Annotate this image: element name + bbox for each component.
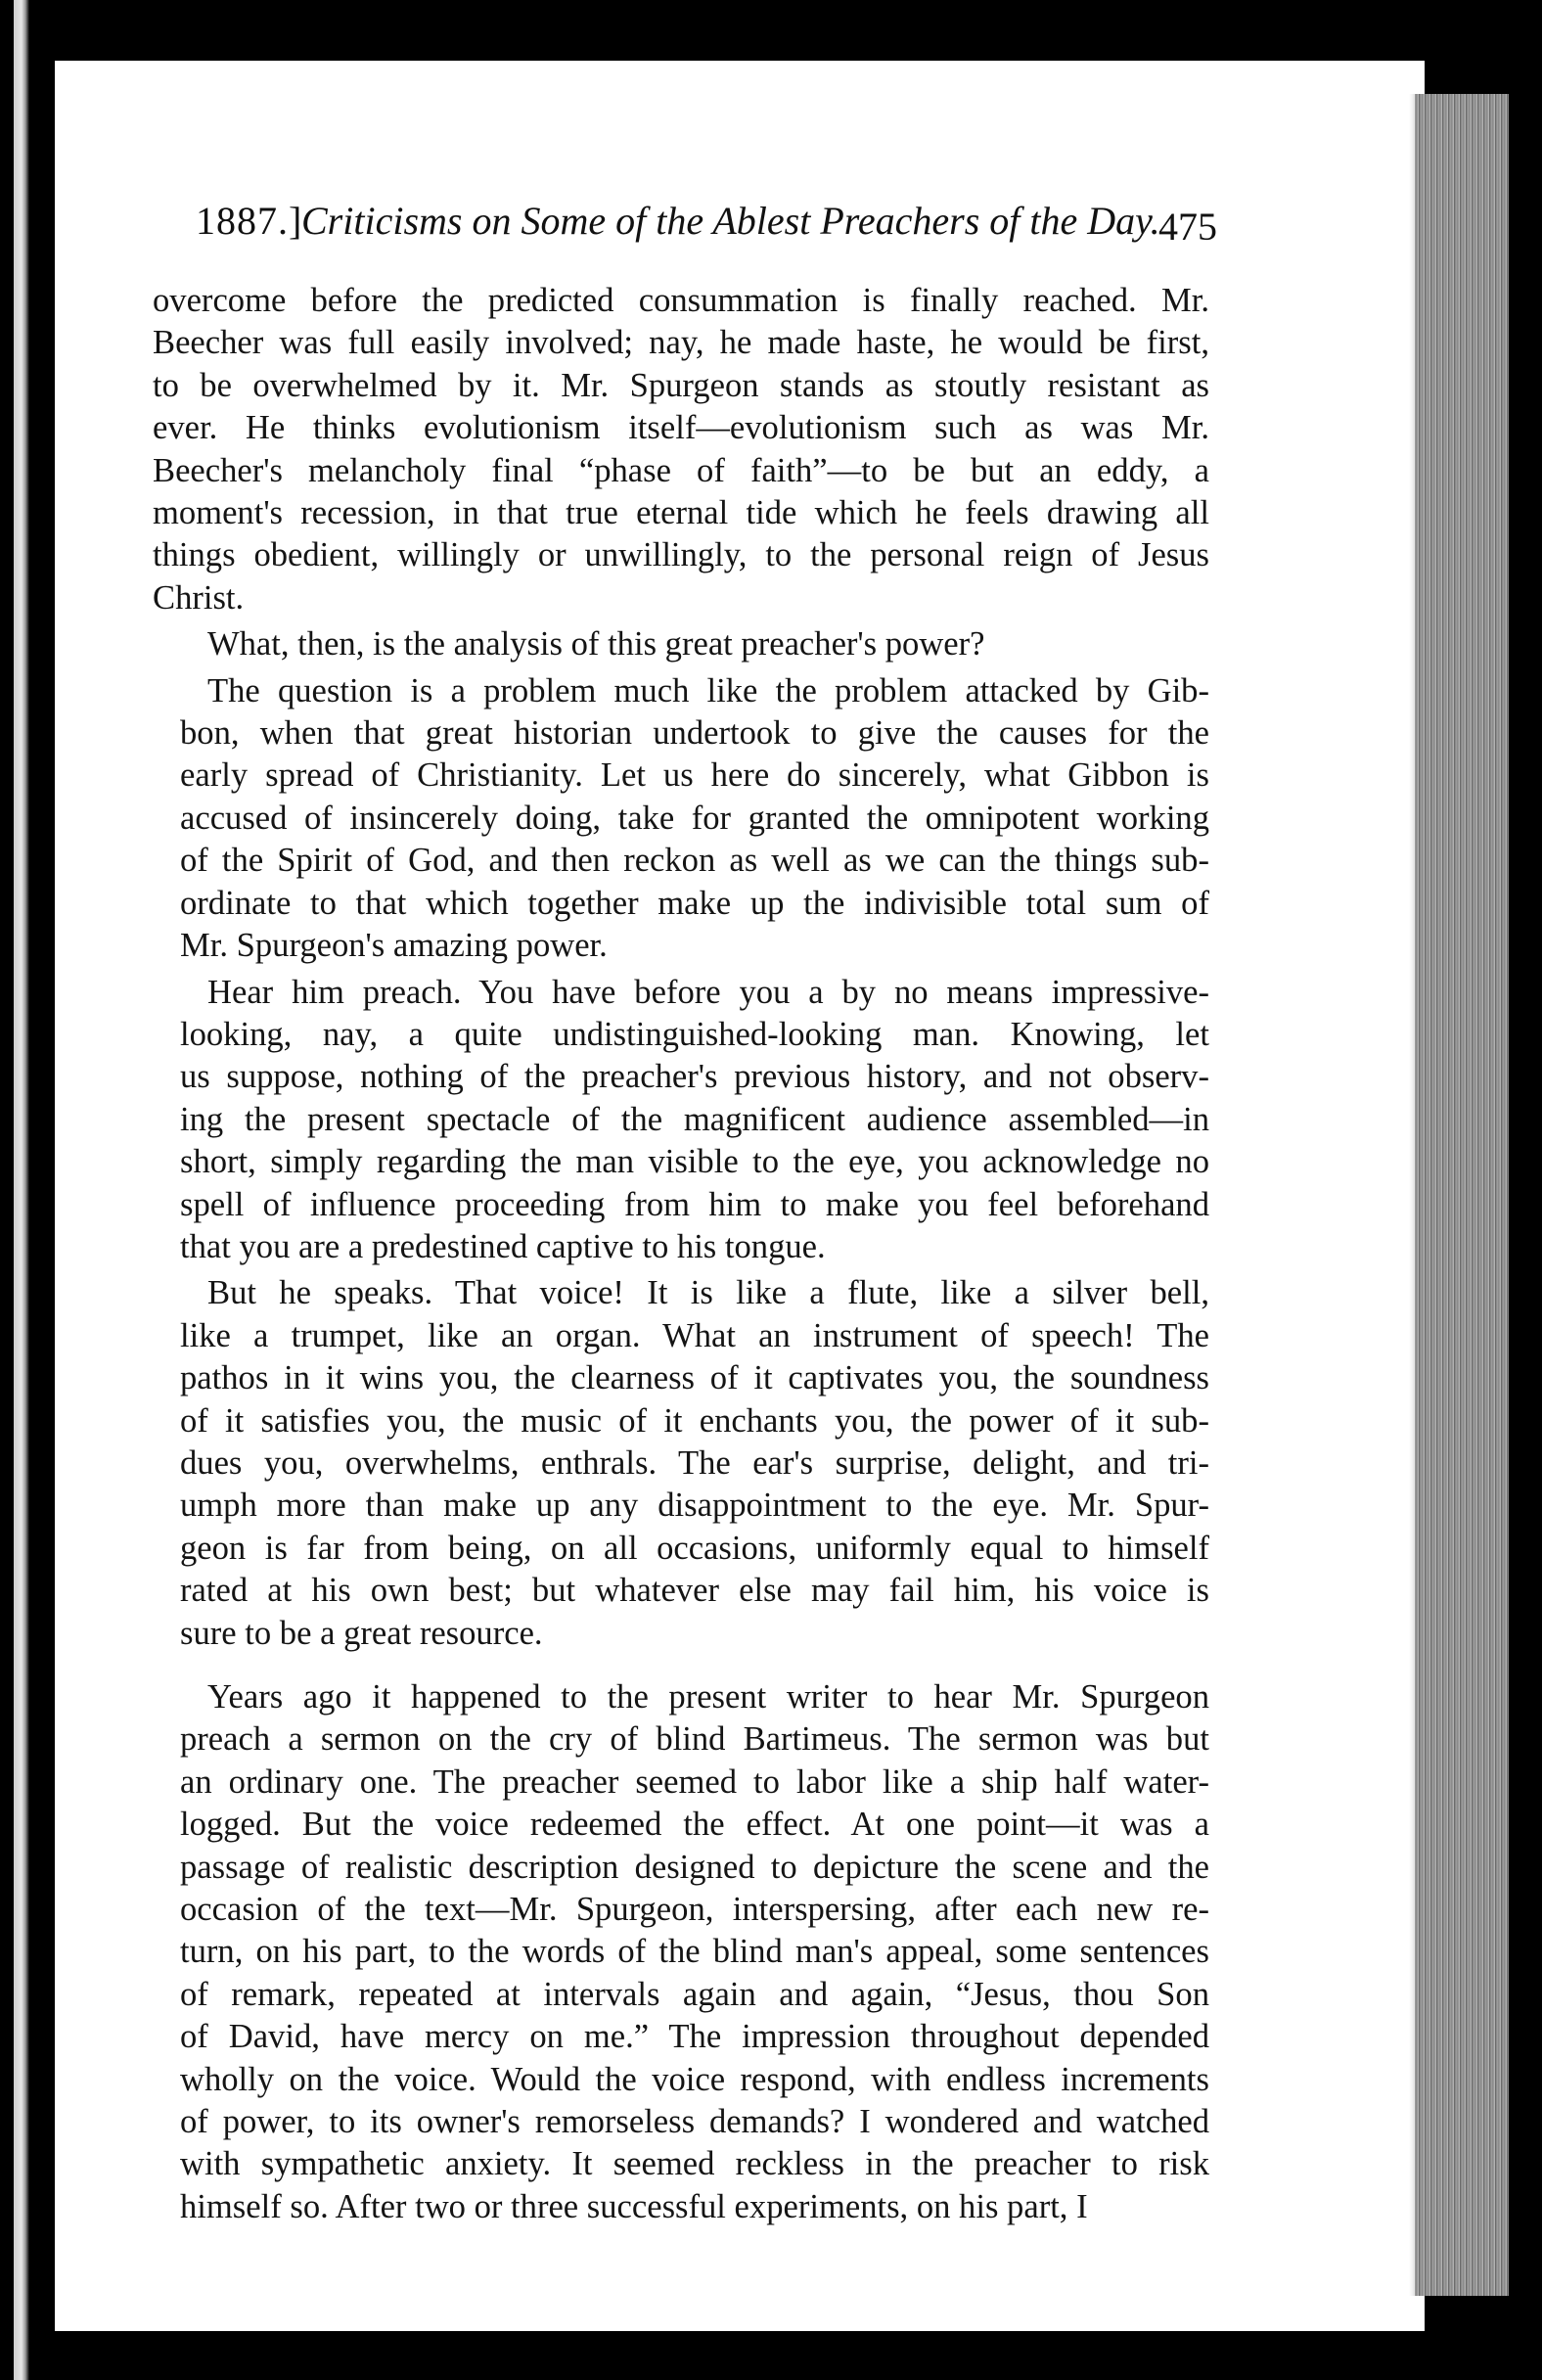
text-line: wholly on the voice. Would the voice respond, with endless increments xyxy=(180,2060,1209,2098)
running-head xyxy=(196,198,1217,266)
text-line: of power, to its owner's remorseless demands? I wondered and watched xyxy=(180,2103,1209,2141)
paragraph xyxy=(153,670,1209,968)
text-line: an ordinary one. The preacher seemed to labor like a ship half water- xyxy=(180,1762,1209,1801)
text-line: us suppose, nothing of the preacher's previous history, and not observ- xyxy=(180,1058,1209,1096)
body-text xyxy=(153,280,1209,2228)
text-line: ordinate to that which together make up the indivisible total sum of xyxy=(180,884,1209,922)
text-line: of the Spirit of God, and then reckon as well as we can the things sub- xyxy=(180,842,1209,880)
paragraph xyxy=(153,280,1209,619)
text-line: Beecher was full easily involved; nay, he made haste, he would be first, xyxy=(153,324,1209,362)
text-line: Hear him preach. You have before you a by no means impressive- xyxy=(207,973,1209,1011)
running-head-title: Criticisms on Some of the Ablest Preachers of the Day. xyxy=(301,199,1160,243)
text-line: like a trumpet, like an organ. What an instrument of speech! The xyxy=(180,1316,1209,1354)
running-head-year: 1887.] xyxy=(196,199,303,243)
text-line: rated at his own best; but whatever else may fail him, his voice is xyxy=(180,1572,1209,1610)
page-number: 475 xyxy=(1158,205,1217,249)
text-line: early spread of Christianity. Let us here do sincerely, what Gibbon is xyxy=(180,756,1209,795)
text-line: looking, nay, a quite undistinguished-looking man. Knowing, let xyxy=(180,1015,1209,1053)
text-line: What, then, is the analysis of this great preacher's power? xyxy=(207,625,985,664)
text-line: to be overwhelmed by it. Mr. Spurgeon stands as stoutly resistant as xyxy=(153,366,1209,404)
text-line: occasion of the text—Mr. Spurgeon, interspersing, after each new re- xyxy=(180,1891,1209,1929)
text-line: logged. But the voice redeemed the effect. At one point—it was a xyxy=(180,1806,1209,1844)
text-line: But he speaks. That voice! It is like a flute, like a silver bell, xyxy=(207,1274,1209,1312)
paragraph xyxy=(153,1272,1209,1655)
paragraph xyxy=(153,623,1209,665)
text-line: moment's recession, in that true eternal tide which he feels drawing all xyxy=(153,494,1209,532)
text-line: with sympathetic anxiety. It seemed reckless in the preacher to risk xyxy=(180,2145,1209,2183)
paragraph xyxy=(153,972,1209,1269)
book-fore-edge xyxy=(1413,94,1509,2296)
text-line: Years ago it happened to the present writer to hear Mr. Spurgeon xyxy=(207,1678,1209,1716)
text-line: spell of influence proceeding from him to make you feel beforehand xyxy=(180,1185,1209,1223)
text-line: turn, on his part, to the words of the blind man's appeal, some sentences xyxy=(180,1933,1209,1971)
text-line: preach a sermon on the cry of blind Bartimeus. The sermon was but xyxy=(180,1720,1209,1759)
text-line: ing the present spectacle of the magnificent audience assembled—in xyxy=(180,1100,1209,1138)
text-line: overcome before the predicted consummation is finally reached. Mr. xyxy=(153,282,1209,319)
text-line: Beecher's melancholy final “phase of faith”—to be but an eddy, a xyxy=(153,451,1209,489)
text-line: ever. He thinks evolutionism itself—evolutionism such as was Mr. xyxy=(153,409,1209,447)
text-line: Christ. xyxy=(153,578,245,617)
text-line: himself so. After two or three successful experiments, on his part, I xyxy=(180,2187,1088,2225)
text-line: Mr. Spurgeon's amazing power. xyxy=(180,927,608,965)
text-line: passage of realistic description designed to depicture the scene and the xyxy=(180,1848,1209,1886)
text-line: accused of insincerely doing, take for granted the omnipotent working xyxy=(180,799,1209,837)
text-line: sure to be a great resource. xyxy=(180,1614,543,1652)
previous-page-edge xyxy=(0,0,47,2380)
text-line: short, simply regarding the man visible to the eye, you acknowledge no xyxy=(180,1143,1209,1181)
text-line: dues you, overwhelms, enthrals. The ear's surprise, delight, and tri- xyxy=(180,1443,1209,1482)
text-line: pathos in it wins you, the clearness of it captivates you, the soundness xyxy=(180,1359,1209,1397)
text-line: of David, have mercy on me.” The impression throughout depended xyxy=(180,2018,1209,2056)
text-line: of remark, repeated at intervals again and again, “Jesus, thou Son xyxy=(180,1975,1209,2013)
text-line: The question is a problem much like the problem attacked by Gib- xyxy=(207,671,1209,709)
text-line: umph more than make up any disappointment to the eye. Mr. Spur- xyxy=(180,1487,1209,1525)
text-line: bon, when that great historian undertook to give the causes for the xyxy=(180,714,1209,753)
text-line: things obedient, willingly or unwillingly, to the personal reign of Jesus xyxy=(153,536,1209,574)
paragraph xyxy=(153,1676,1209,2228)
text-line: of it satisfies you, the music of it enchants you, the power of it sub- xyxy=(180,1401,1209,1440)
text-line: that you are a predestined captive to his tongue. xyxy=(180,1227,826,1265)
text-line: geon is far from being, on all occasions, uniformly equal to himself xyxy=(180,1529,1209,1567)
